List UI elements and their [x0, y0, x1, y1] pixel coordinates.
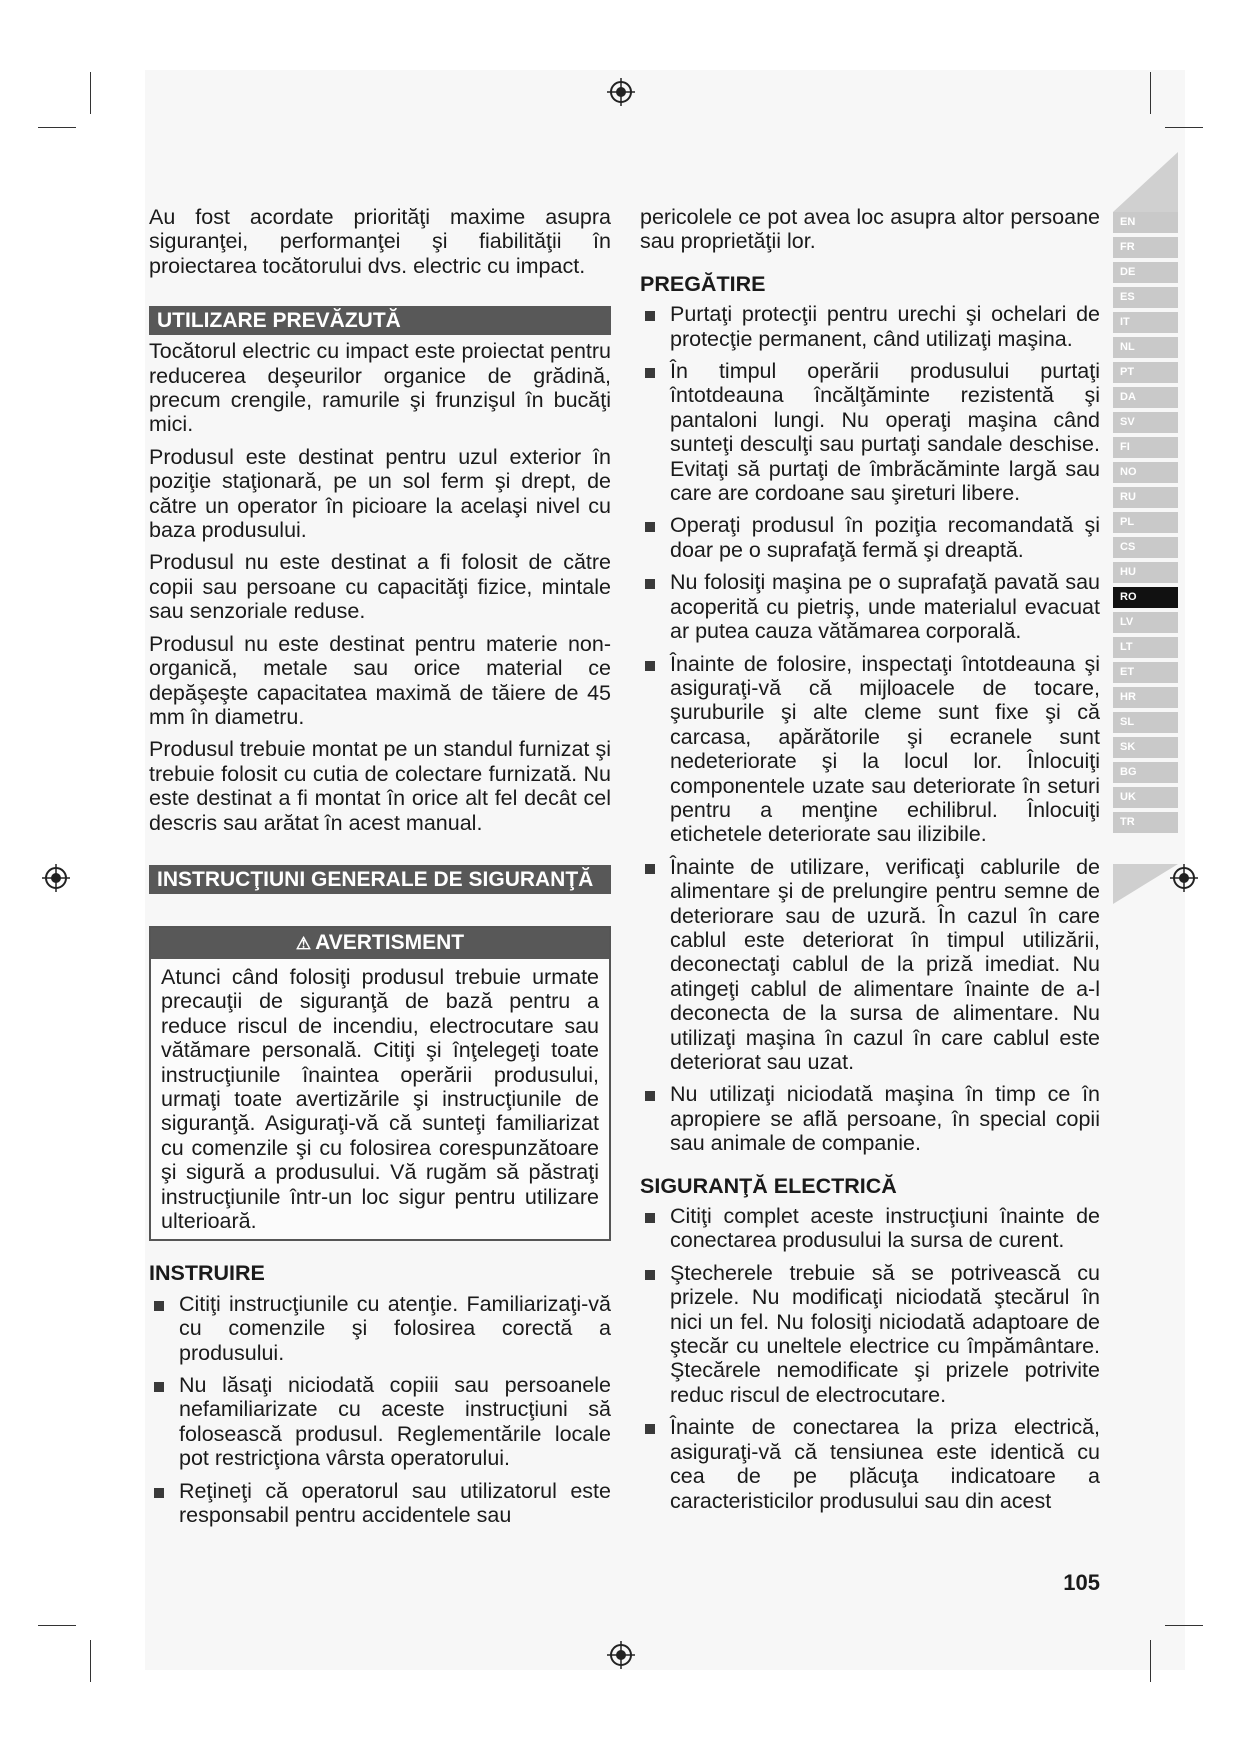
language-tab-no[interactable]: NO: [1113, 462, 1178, 483]
list-item: Nu lăsaţi niciodată copiii sau persoanele nefamiliarizate cu aceste instrucţiuni să folosească produsul. Reglementările locale pot restricţiona vârsta operatorului.: [149, 1373, 611, 1471]
language-tab-de[interactable]: DE: [1113, 262, 1178, 283]
language-tab-top: [1113, 152, 1178, 212]
intended-use-paragraph: Tocătorul electric cu impact este proiectat pentru reducerea deşeurilor organice de grădină, precum crengile, ramurile şi frunzişul în bucăţi mici.: [149, 339, 611, 437]
general-safety-heading: INSTRUCŢIUNI GENERALE DE SIGURANŢĂ: [149, 865, 611, 894]
warning-box: [149, 926, 611, 1241]
intended-use-paragraph: Produsul nu este destinat pentru materie non-organică, metale sau orice material ce depăşeşte capacitatea maximă de tăiere de 45 mm în diametru.: [149, 631, 611, 729]
registration-mark-icon: [42, 864, 70, 892]
crop-mark: [1165, 1625, 1203, 1626]
list-item: Înainte de utilizare, verificaţi cablurile de alimentare şi de prelungire pentru semne de deteriorare sau de uzură. În cazul în care cablul este deteriorat în timpul utilizării, deconectaţi cablul de la priză imediat. Nu atingeţi cablul de alimentare înainte de a-l deconecta de la sursa de alimentare. Nu utilizaţi maşina în cazul în care cablul este deteriorat sau uzat.: [640, 855, 1100, 1075]
intended-use-paragraph: Produsul este destinat pentru uzul exterior în poziţie staţionară, pe un sol ferm şi drept, de către un operator în picioare la acelaşi nivel cu baza produsului.: [149, 444, 611, 543]
right-column: [640, 205, 1100, 1521]
warning-title: AVERTISMENT: [315, 930, 465, 954]
language-tab-tr[interactable]: TR: [1113, 812, 1178, 833]
list-item: Înainte de conectarea la priza electrică, asiguraţi-vă că tensiunea este identică cu cea de pe plăcuţa indicatoare a caracteristicilor produsului sau din acest: [640, 1415, 1100, 1513]
list-item: Nu utilizaţi niciodată maşina în timp ce în apropiere se află persoane, în special copii sau animale de companie.: [640, 1082, 1100, 1155]
training-list: [149, 1292, 611, 1528]
list-item: Citiţi instrucţiunile cu atenţie. Familiarizaţi-vă cu comenzile şi folosirea corectă a produsului.: [149, 1292, 611, 1365]
list-item: În timpul operării produsului purtaţi întotdeauna încălţăminte rezistentă şi pantaloni lungi. Nu operaţi maşina când sunteţi desculţi sau purtaţi sandale deschise. Evitaţi să purtaţi de îmbrăcăminte largă sau care are cordoane sau şireturi libere.: [640, 359, 1100, 505]
language-tab-ro[interactable]: RO: [1113, 587, 1178, 608]
crop-mark: [38, 1625, 76, 1626]
warning-header: [151, 928, 609, 959]
language-tab-bg[interactable]: BG: [1113, 762, 1178, 783]
registration-mark-icon: [607, 78, 635, 106]
intended-use-paragraph: Produsul nu este destinat a fi folosit de către copii sau persoane cu capacităţi fizice, mintale sau senzoriale reduse.: [149, 550, 611, 624]
language-tab-it[interactable]: IT: [1113, 312, 1178, 333]
language-tab-bottom: [1113, 864, 1178, 904]
electrical-safety-heading: SIGURANŢĂ ELECTRICĂ: [640, 1173, 897, 1198]
language-tab-cs[interactable]: CS: [1113, 537, 1178, 558]
language-tab-lt[interactable]: LT: [1113, 637, 1178, 658]
language-tab-sl[interactable]: SL: [1113, 712, 1178, 733]
language-tab-et[interactable]: ET: [1113, 662, 1178, 683]
training-heading: INSTRUIRE: [149, 1261, 265, 1286]
language-tabs: [1113, 212, 1178, 837]
warning-triangle-icon: ⚠: [295, 933, 312, 953]
list-item: Citiţi complet aceste instrucţiuni înainte de conectarea produsului la sursa de curent.: [640, 1204, 1100, 1253]
language-tab-fi[interactable]: FI: [1113, 437, 1178, 458]
list-item: Reţineţi că operatorul sau utilizatorul este responsabil pentru accidentele sau: [149, 1479, 611, 1528]
language-tab-nl[interactable]: NL: [1113, 337, 1178, 358]
language-tab-es[interactable]: ES: [1113, 287, 1178, 308]
preparation-list: [640, 302, 1100, 1155]
language-tab-lv[interactable]: LV: [1113, 612, 1178, 633]
crop-mark: [1150, 1640, 1151, 1682]
language-tab-uk[interactable]: UK: [1113, 787, 1178, 808]
page-number: 105: [1063, 1570, 1100, 1595]
electrical-list: [640, 1204, 1100, 1513]
crop-mark: [1150, 72, 1151, 114]
language-tab-hu[interactable]: HU: [1113, 562, 1178, 583]
intro-paragraph: Au fost acordate priorităţi maxime asupra siguranţei, performanţei şi fiabilităţii în proiectarea tocătorului dvs. electric cu impact.: [149, 205, 611, 278]
crop-mark: [1165, 127, 1203, 128]
intended-use-heading: UTILIZARE PREVĂZUTĂ: [149, 306, 611, 335]
crop-mark: [38, 127, 76, 128]
list-item: Purtaţi protecţii pentru urechi şi ochelari de protecţie permanent, când utilizaţi maşina.: [640, 302, 1100, 351]
language-tab-en[interactable]: EN: [1113, 212, 1178, 233]
list-item: Ştecherele trebuie să se potrivească cu prizele. Nu modificaţi niciodată ştecărul în nici un fel. Nu folosiţi niciodată adaptoare de ştecăr cu uneltele electrice cu împământare. Ştecărele nemodificate şi prizele potrivite reduc riscul de electrocutare.: [640, 1261, 1100, 1407]
list-item: Operaţi produsul în poziţia recomandată şi doar pe o suprafaţă fermă şi dreaptă.: [640, 513, 1100, 562]
crop-mark: [90, 72, 91, 114]
language-tab-sk[interactable]: SK: [1113, 737, 1178, 758]
language-tab-sv[interactable]: SV: [1113, 412, 1178, 433]
warning-text: Atunci când folosiţi produsul trebuie urmate precauţii de siguranţă de bază pentru a reduce riscul de incendiu, electrocutare sau vătămare personală. Citiţi şi înţelegeţi toate instrucţiunile înaintea operării produsului, urmaţi toate avertizările şi instrucţiunile de siguranţă. Asiguraţi-vă că sunteţi familiarizat cu comenzile şi cu folosirea corespunzătoare şi sigură a produsului. Vă rugăm să păstraţi instrucţiunile într-un loc sigur pentru utilizare ulterioară.: [161, 964, 599, 1233]
registration-mark-icon: [607, 1641, 635, 1669]
language-tab-pt[interactable]: PT: [1113, 362, 1178, 383]
continued-paragraph: pericolele ce pot avea loc asupra altor persoane sau proprietăţii lor.: [640, 205, 1100, 254]
preparation-heading: PREGĂTIRE: [640, 271, 766, 296]
list-item: Înainte de folosire, inspectaţi întotdeauna şi asiguraţi-vă că mijloacele de tocare, şuruburile şi alte cleme sunt fixe şi că carcasa, apărătorile şi ecranele sunt nedeteriorate şi la locul lor. Înlocuiţi componentele uzate sau deteriorate în seturi pentru a menţine echilibrul. Înlocuiţi etichetele deteriorate sau ilizibile.: [640, 652, 1100, 847]
left-column: [149, 205, 611, 1535]
language-tab-ru[interactable]: RU: [1113, 487, 1178, 508]
intended-use-paragraph: Produsul trebuie montat pe un standul furnizat şi trebuie folosit cu cutia de colectare furnizată. Nu este destinat a fi montat în orice alt fel decât cel descris sau arătat în acest manual.: [149, 737, 611, 835]
language-tab-fr[interactable]: FR: [1113, 237, 1178, 258]
language-tab-da[interactable]: DA: [1113, 387, 1178, 408]
list-item: Nu folosiţi maşina pe o suprafaţă pavată sau acoperită cu pietriş, unde materialul evacuat ar putea cauza vătămarea corporală.: [640, 570, 1100, 643]
crop-mark: [90, 1640, 91, 1682]
language-tab-pl[interactable]: PL: [1113, 512, 1178, 533]
language-tab-hr[interactable]: HR: [1113, 687, 1178, 708]
